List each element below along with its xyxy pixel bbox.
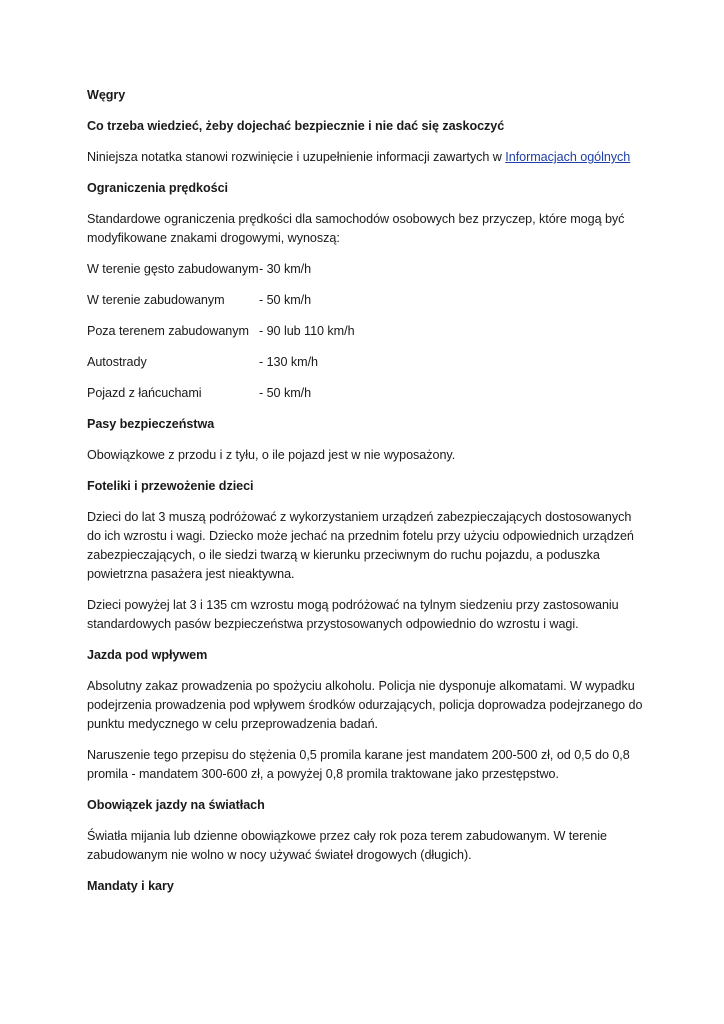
lights-heading: Obowiązek jazdy na światłach — [87, 798, 265, 812]
document-title: Węgry — [87, 88, 126, 102]
fines-heading: Mandaty i kary — [87, 879, 174, 893]
speed-row-label: W terenie zabudowanym — [87, 293, 225, 307]
speed-limits-intro: Standardowe ograniczenia prędkości dla samochodów osobowych bez przyczep, które mogą być modyfikowane znakami drogowymi, wynoszą: — [87, 212, 625, 245]
seat-belts-text: Obowiązkowe z przodu i z tyłu, o ile pojazd jest w nie wyposażony. — [87, 448, 456, 462]
speed-row-value: - 50 km/h — [259, 293, 312, 307]
speed-row-value: - 30 km/h — [259, 262, 312, 276]
general-info-link[interactable]: Informacjach ogólnych — [505, 150, 631, 164]
intro-text: Niniejsza notatka stanowi rozwinięcie i uzupełnienie informacji zawartych w — [87, 150, 506, 164]
speed-row — [87, 322, 647, 341]
dui-paragraph-1: Absolutny zakaz prowadzenia po spożyciu alkoholu. Policja nie dysponuje alkomatami. W wypadku podejrzenia prowadzenia pod wpływem środków odurzających, policja doprowadza podejrzanego do punktu medycznego w celu przeprowadzenia badań. — [87, 679, 643, 731]
speed-row-label: Pojazd z łańcuchami — [87, 386, 202, 400]
speed-row — [87, 384, 647, 403]
speed-row — [87, 291, 647, 310]
child-seats-paragraph-2: Dzieci powyżej lat 3 i 135 cm wzrostu mogą podróżować na tylnym siedzeniu przy zastosowaniu standardowych pasów bezpieczeństwa przystosowanych odpowiednio do wzrostu i wagi. — [87, 598, 619, 631]
speed-row — [87, 260, 647, 279]
speed-row-value: - 90 lub 110 km/h — [259, 324, 355, 338]
document-subtitle: Co trzeba wiedzieć, żeby dojechać bezpiecznie i nie dać się zaskoczyć — [87, 119, 505, 133]
speed-row-label: Autostrady — [87, 355, 147, 369]
speed-row-label: W terenie gęsto zabudowanym — [87, 262, 259, 276]
document-page — [87, 86, 647, 908]
intro-paragraph — [87, 148, 647, 167]
dui-paragraph-2: Naruszenie tego przepisu do stężenia 0,5 promila karane jest mandatem 200-500 zł, od 0,5 do 0,8 promila - mandatem 300-600 zł, a powyżej 0,8 promila traktowane jako przestępstwo. — [87, 748, 630, 781]
dui-heading: Jazda pod wpływem — [87, 648, 208, 662]
speed-limits-heading: Ograniczenia prędkości — [87, 181, 228, 195]
speed-row — [87, 353, 647, 372]
seat-belts-heading: Pasy bezpieczeństwa — [87, 417, 215, 431]
speed-row-value: - 130 km/h — [259, 355, 318, 369]
speed-row-value: - 50 km/h — [259, 386, 312, 400]
speed-row-label: Poza terenem zabudowanym — [87, 324, 249, 338]
lights-text: Światła mijania lub dzienne obowiązkowe przez cały rok poza terem zabudowanym. W terenie zabudowanym nie wolno w nocy używać świateł drogowych (długich). — [87, 829, 607, 862]
child-seats-paragraph-1: Dzieci do lat 3 muszą podróżować z wykorzystaniem urządzeń zabezpieczających dostosowanych do ich wzrostu i wagi. Dziecko może jechać na przednim fotelu przy użyciu odpowiednich urządzeń zabezpieczających, o ile siedzi twarzą w kierunku przeciwnym do ruchu pojazdu, a poduszka powietrzna pasażera jest nieaktywna. — [87, 510, 634, 581]
child-seats-heading: Foteliki i przewożenie dzieci — [87, 479, 254, 493]
